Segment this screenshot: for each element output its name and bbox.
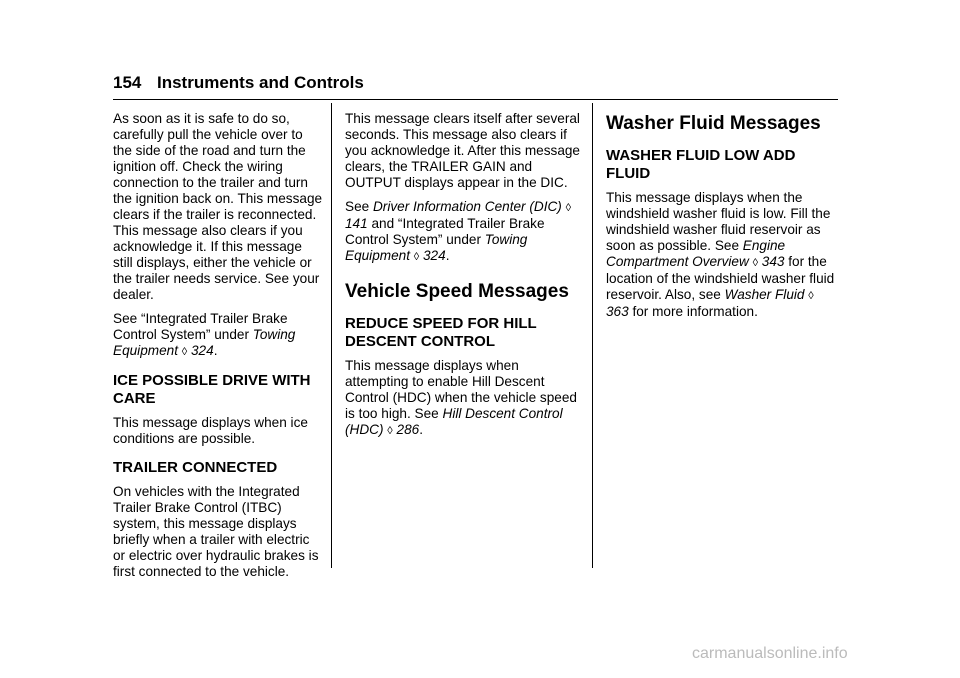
text: See [345,199,373,214]
cross-reference-link[interactable]: Washer Fluid [724,287,805,302]
page-number: 154 [113,73,142,92]
cross-reference-link[interactable]: Towing Equipment [345,232,528,263]
cross-reference-link[interactable]: Hill Descent Control (HDC) [345,406,563,437]
page-reference-number[interactable]: 343 [761,254,785,269]
watermark: carmanualsonline.info [692,645,848,662]
text: for the location of the windshield washer fluid reservoir. Also, see [606,254,835,302]
page-reference-number[interactable]: 324 [191,343,214,358]
cross-reference-link[interactable]: Engine Compartment Overview [606,238,786,269]
page-reference-arrow-icon: ◊ [565,202,572,214]
text: See “Integrated Trailer Brake Control System” under [113,311,288,342]
text: This message displays when attempting to enable Hill Descent Control (HDC) when the vehicle speed is too high. See [345,358,577,421]
cross-reference-link[interactable]: Driver Information Center (DIC) [372,199,562,214]
section-title: Instruments and Controls [157,73,364,92]
section-heading: Vehicle Speed Messages [345,281,569,302]
page-reference-number[interactable]: 286 [396,422,420,437]
column-divider-left [331,103,332,568]
page-reference-arrow-icon: ◊ [752,257,758,269]
column-right [606,111,838,328]
column-divider-right [592,103,593,568]
column-left [113,111,325,588]
page-reference-arrow-icon: ◊ [181,346,188,358]
text: for more information. [628,304,758,319]
page-reference-arrow-icon: ◊ [387,425,393,437]
column-middle [345,111,580,447]
message-heading: WASHER FLUID LOW ADD FLUID [606,147,796,182]
paragraph: See “Integrated Trailer Brake Control System” under Towing Equipment ◊ 324. [113,311,296,358]
text: and “Integrated Trailer Brake Control System” under [345,216,545,247]
page-reference-number[interactable]: 324 [423,248,446,263]
paragraph [606,190,838,320]
paragraph: As soon as it is safe to do so, carefully pull the vehicle over to the side of the road and turn the ignition off. Check the wiring connection to the trailer and turn the ignition back on. This message clears if the trailer is reconnected. This message also clears if you acknowledge it. If this message still displays, either the vehicle or the trailer needs service. See your dealer. [113,111,323,302]
header-rule [113,99,838,100]
message-heading: ICE POSSIBLE DRIVE WITH CARE [113,372,311,407]
page-reference-number[interactable]: 141 [345,216,368,231]
paragraph: On vehicles with the Integrated Trailer Brake Control (ITBC) system, this message displays briefly when a trailer with electric or electric over hydraulic brakes is first connected to the vehicle. [113,484,319,579]
text: This message displays when the windshield washer fluid is low. Fill the windshield washer fluid reservoir as soon as possible. See [606,190,831,253]
paragraph: This message clears itself after several seconds. This message also clears if you acknowledge it. After this message clears, the TRAILER GAIN and OUTPUT displays appear in the DIC. [345,111,580,190]
cross-reference-link[interactable]: Towing Equipment [113,327,296,358]
paragraph: This message displays when attempting to enable Hill Descent Control (HDC) when the vehicle speed is too high. See Hill Descent Control (HDC) ◊ 286. [345,358,577,437]
paragraph: This message displays when ice conditions are possible. [113,415,308,446]
message-heading: REDUCE SPEED FOR HILL DESCENT CONTROL [345,315,537,350]
section-heading: Washer Fluid Messages [606,113,821,134]
page-reference-number[interactable]: 363 [606,304,629,319]
paragraph: See Driver Information Center (DIC) ◊ 141 and “Integrated Trailer Brake Control System” under Towing Equipment ◊ 324. [345,199,572,263]
page-reference-arrow-icon: ◊ [413,251,420,263]
page-reference-arrow-icon: ◊ [808,290,814,302]
message-heading: TRAILER CONNECTED [113,459,278,476]
